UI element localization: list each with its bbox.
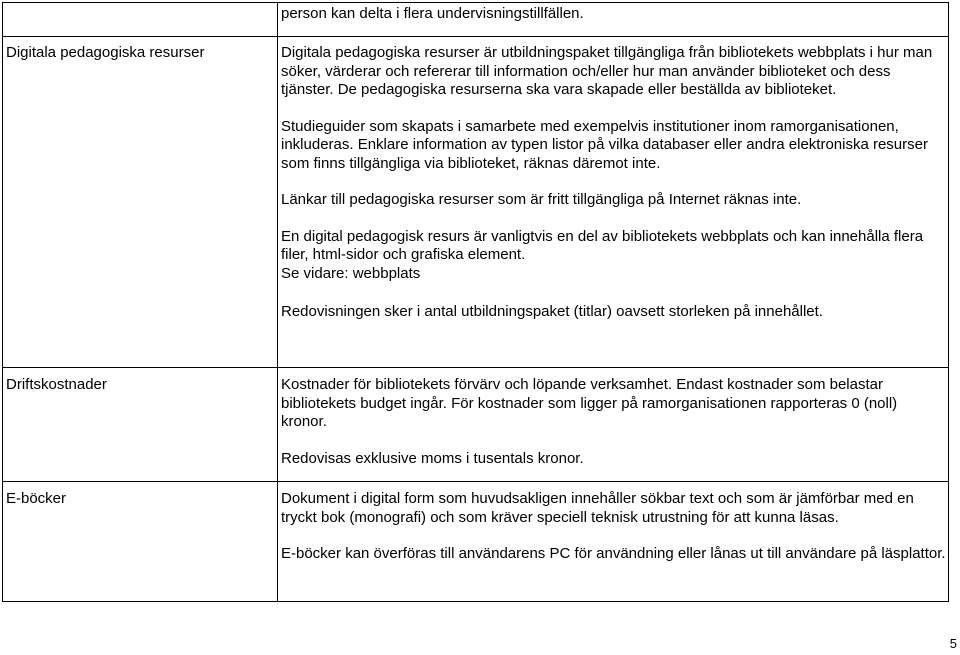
definition-paragraph: En digital pedagogisk resurs är vanligtvis en del av bibliotekets webbplats och kan innehålla flera filer, html-sidor och grafiska element. [281, 227, 924, 263]
definition-paragraph: person kan delta i flera undervisningstillfällen. [281, 5, 584, 22]
definition-paragraph: Redovisas exklusive moms i tusentals kronor. [281, 449, 584, 467]
term-cell [3, 3, 278, 37]
see-also-reference: Se vidare: webbplats [281, 264, 421, 282]
definition-cell [278, 37, 949, 368]
definition-paragraph: Kostnader för bibliotekets förvärv och löpande verksamhet. Endast kostnader som belastar bibliotekets budget ingår. För kostnader som ligger på ramorganisationen rapporteras 0 (noll) kronor. [281, 376, 898, 430]
definition-paragraph: Redovisningen sker i antal utbildningspaket (titlar) oavsett storleken på innehållet. [281, 303, 823, 320]
term-cell: Digitala pedagogiska resurser [3, 37, 278, 368]
definition-cell [278, 3, 949, 37]
table-row [3, 3, 949, 37]
definitions-table [2, 2, 949, 602]
definition-paragraph: Länkar till pedagogiska resurser som är fritt tillgängliga på Internet räknas inte. [281, 191, 802, 208]
term-cell: E-böcker [3, 482, 278, 602]
definition-paragraph: Studieguider som skapats i samarbete med exempelvis institutioner inom ramorganisationen, inkluderas. Enklare information av typen listor på vilka databaser eller andra elektroniska resurser som finns tillgängliga via biblioteket, räknas däremot inte. [281, 117, 928, 172]
definition-paragraph: Dokument i digital form som huvudsakligen innehåller sökbar text och som är jämförbar med en tryckt bok (monografi) och som kräver speciell teknisk utrustning för att kunna läsas. [281, 490, 914, 526]
definition-cell [278, 368, 949, 482]
definition-paragraph: Digitala pedagogiska resurser är utbildningspaket tillgängliga från bibliotekets webbplats i hur man söker, värderar och refererar till information och/eller hur man använder biblioteket och dess tjänster. De pedagogiska resurserna ska vara skapade eller beställda av biblioteket. [281, 44, 933, 98]
table-row [3, 482, 949, 602]
term-cell: Driftskostnader [3, 368, 278, 482]
table-row [3, 368, 949, 482]
definition-cell [278, 482, 949, 602]
definition-paragraph: E-böcker kan överföras till användarens PC för användning eller lånas ut till användare på läsplattor. [281, 545, 946, 562]
table-row [3, 37, 949, 368]
page-number: 5 [949, 636, 957, 651]
